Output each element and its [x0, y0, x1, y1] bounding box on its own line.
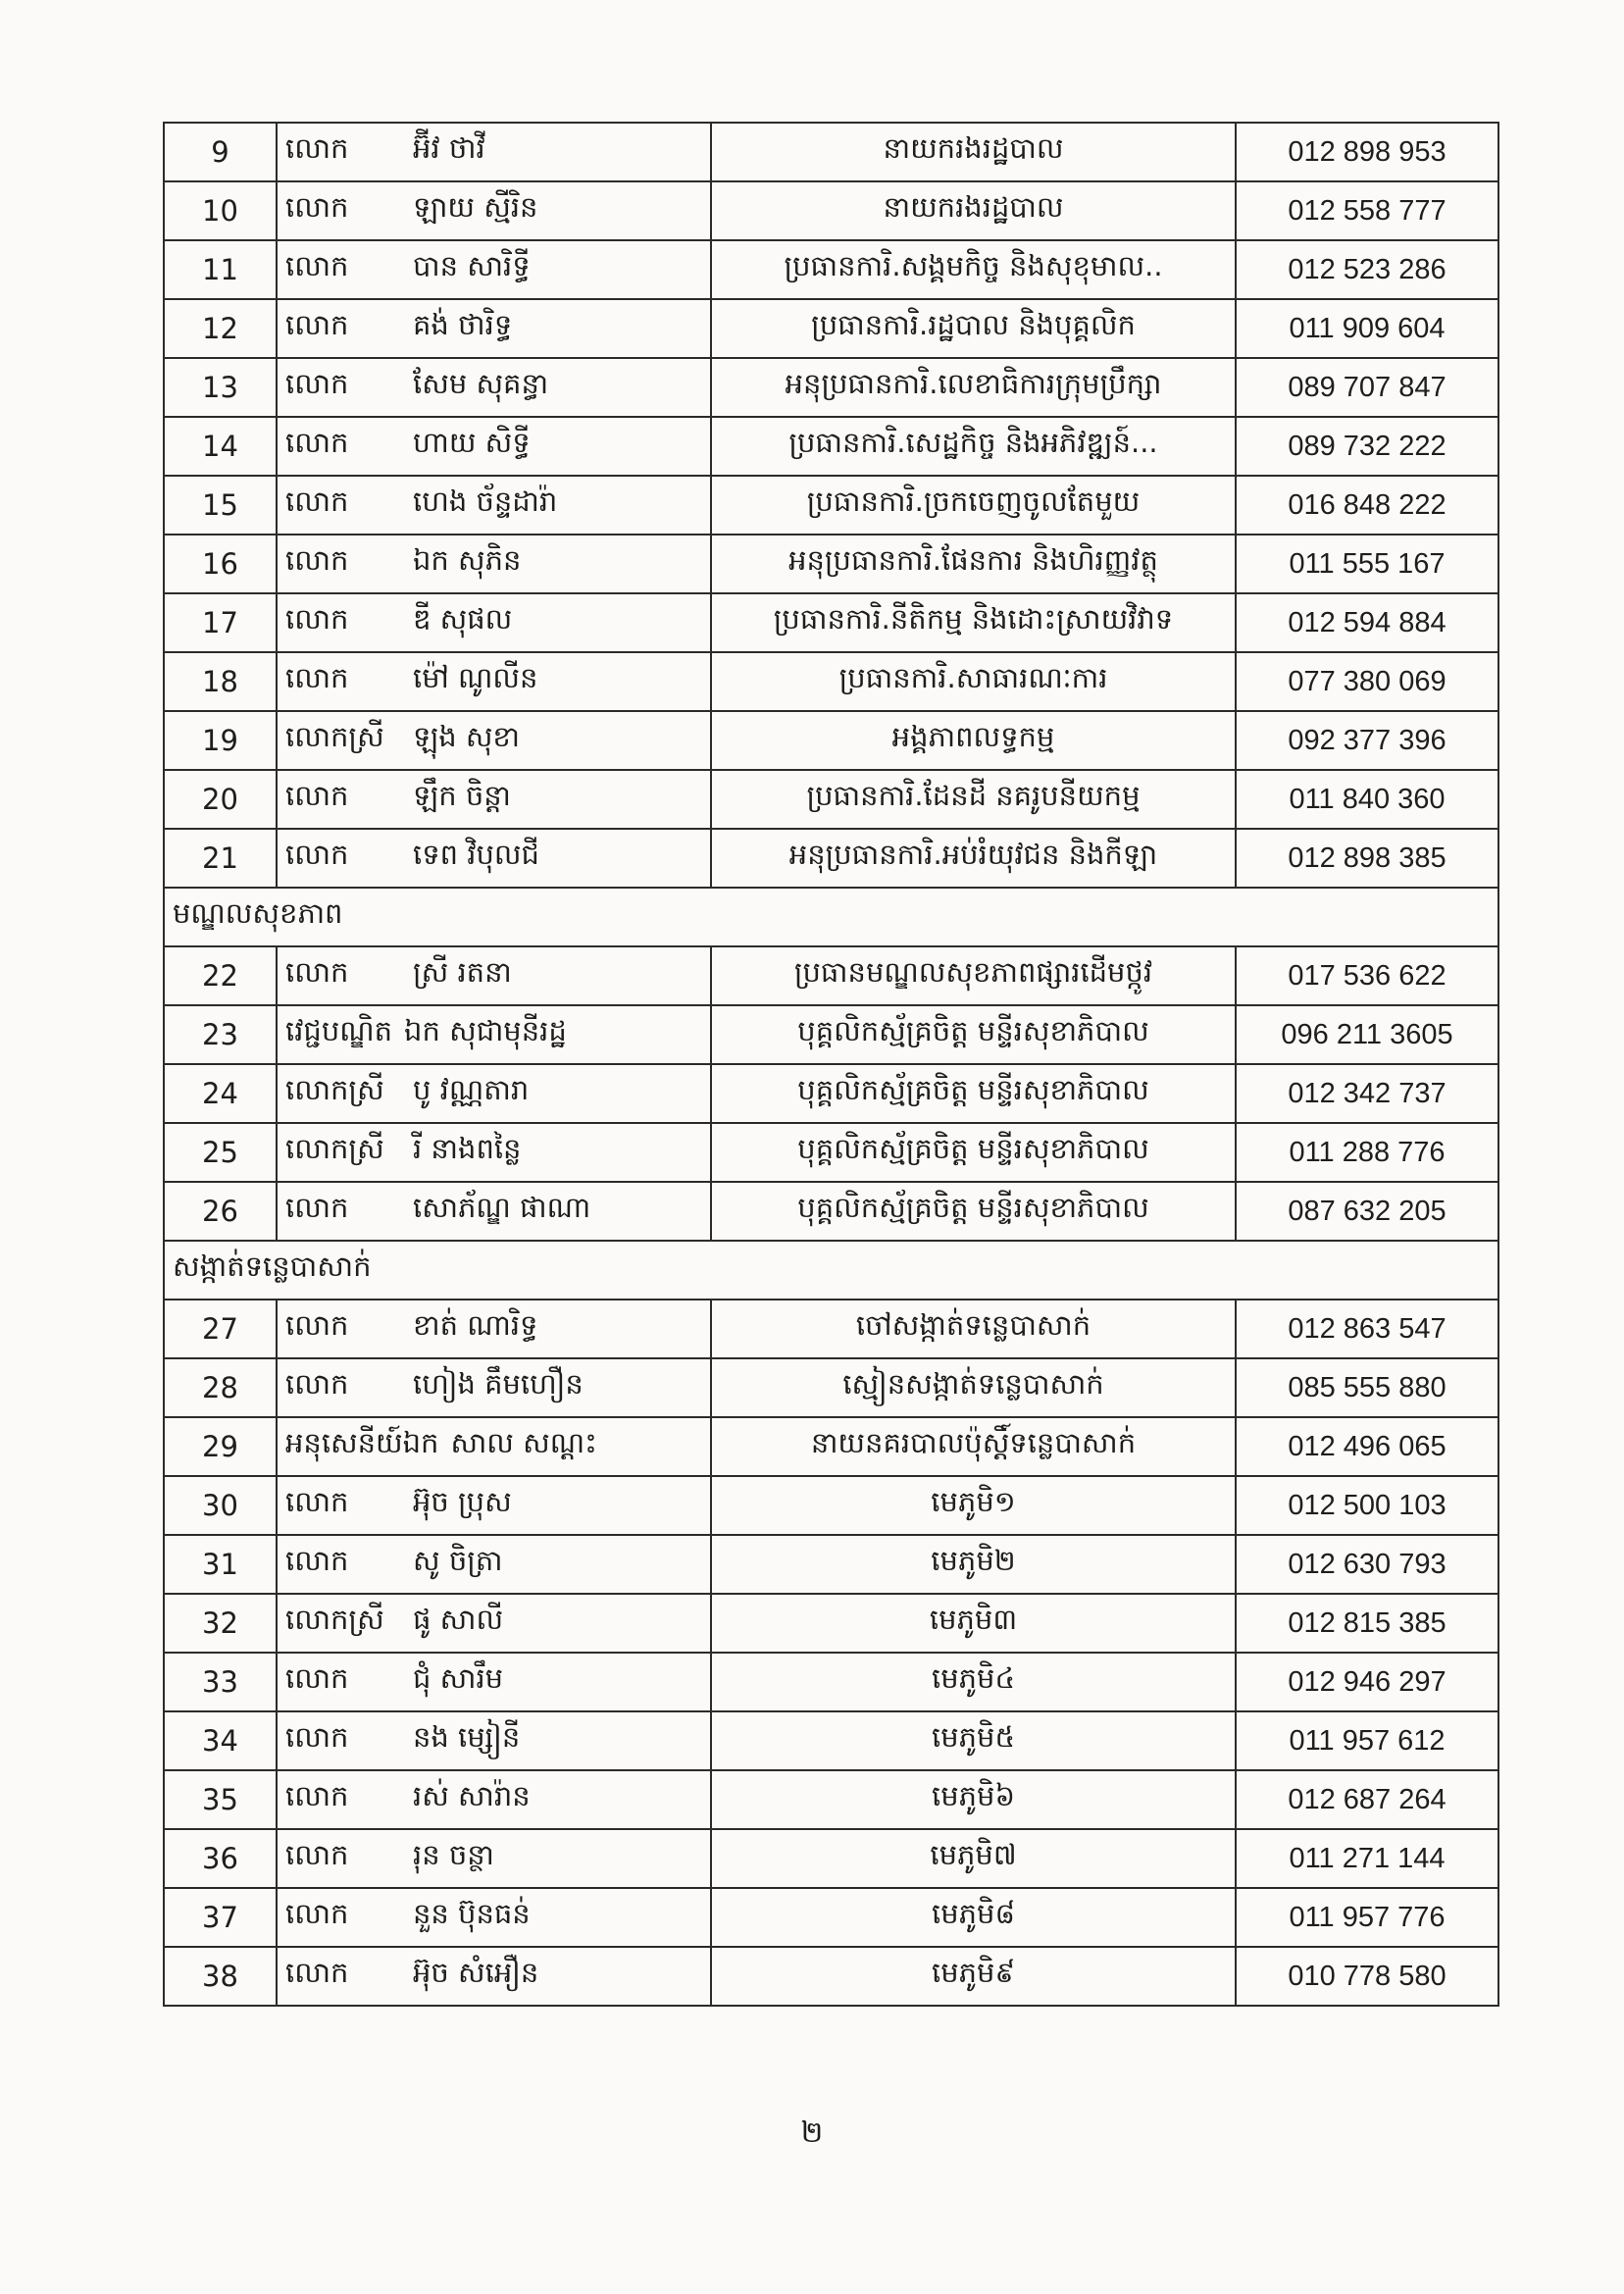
person-name: រី នាងពន្លៃ — [413, 1132, 522, 1165]
phone-cell: 011 840 360 — [1236, 770, 1498, 829]
name-cell — [277, 181, 711, 240]
phone-cell: 012 558 777 — [1236, 181, 1498, 240]
honorific-title: លោក — [285, 1956, 349, 1989]
honorific-title: លោក — [285, 543, 349, 577]
table-row — [164, 1594, 1498, 1653]
honorific-title: លោក — [285, 955, 349, 989]
phone-cell: 085 555 880 — [1236, 1358, 1498, 1417]
position-cell: មេភូមិ៥ — [711, 1711, 1236, 1770]
honorific-title: លោក — [285, 1897, 349, 1930]
person-name: ឡឹក ចិន្តា — [413, 779, 511, 812]
honorific-title: លោក — [285, 426, 349, 459]
phone-cell: 012 946 297 — [1236, 1653, 1498, 1711]
name-cell — [277, 1182, 711, 1241]
row-number-cell: 21 — [164, 829, 277, 888]
name-cell — [277, 1358, 711, 1417]
table-row — [164, 181, 1498, 240]
name-cell — [277, 1594, 711, 1653]
person-name: អ៊ុច ប្រុស — [413, 1485, 512, 1518]
table-row — [164, 1358, 1498, 1417]
phone-cell: 012 342 737 — [1236, 1064, 1498, 1123]
position-cell: បុគ្គលិកស្ម័គ្រចិត្ត មន្ទីរសុខាភិបាល — [711, 1005, 1236, 1064]
row-number-cell: 25 — [164, 1123, 277, 1182]
name-cell — [277, 123, 711, 181]
person-name: អ៊ុច សំអឿន — [413, 1956, 539, 1989]
honorific-title: លោកស្រី — [285, 1603, 384, 1636]
page-number: ២ — [800, 2116, 824, 2150]
phone-cell: 017 536 622 — [1236, 946, 1498, 1005]
row-number-cell: 17 — [164, 593, 277, 652]
person-name: រុន ចន្ថា — [413, 1838, 494, 1871]
row-number-cell: 14 — [164, 417, 277, 476]
table-row — [164, 593, 1498, 652]
person-name: ហាយ សិទ្ធី — [413, 426, 531, 459]
position-cell: នាយនគរបាលប៉ុស្តិ៍ទន្លេបាសាក់ — [711, 1417, 1236, 1476]
phone-cell: 012 500 103 — [1236, 1476, 1498, 1535]
name-cell — [277, 1064, 711, 1123]
name-cell — [277, 711, 711, 770]
honorific-title: លោក — [285, 1485, 349, 1518]
position-cell: នាយករងរដ្ឋបាល — [711, 181, 1236, 240]
position-cell: មេភូមិ៣ — [711, 1594, 1236, 1653]
row-number-cell: 18 — [164, 652, 277, 711]
person-name: ហៀង គឹមហឿន — [413, 1367, 584, 1401]
honorific-title: វេជ្ជបណ្ឌិត — [285, 1014, 393, 1047]
position-cell: អនុប្រធានការិ.លេខាធិការក្រុមប្រឹក្សា — [711, 358, 1236, 417]
position-cell: ប្រធានការិ.សេដ្ឋកិច្ច និងអភិវឌ្ឍន៍... — [711, 417, 1236, 476]
section-header: សង្កាត់ទន្លេបាសាក់ — [164, 1241, 1498, 1300]
name-cell — [277, 299, 711, 358]
name-cell — [277, 1417, 711, 1476]
honorific-title: លោក — [285, 1367, 349, 1401]
phone-cell: 012 523 286 — [1236, 240, 1498, 299]
table-row — [164, 770, 1498, 829]
person-name: ផូ សាលី — [413, 1603, 504, 1636]
phone-cell: 096 211 3605 — [1236, 1005, 1498, 1064]
honorific-title: លោកស្រី — [285, 1073, 384, 1106]
position-cell: ប្រធានការិ.រដ្ឋបាល និងបុគ្គលិក — [711, 299, 1236, 358]
phone-cell: 012 863 547 — [1236, 1300, 1498, 1358]
row-number-cell: 16 — [164, 535, 277, 593]
name-cell — [277, 652, 711, 711]
row-number-cell: 11 — [164, 240, 277, 299]
phone-cell: 087 632 205 — [1236, 1182, 1498, 1241]
position-cell: ប្រធានការិ.នីតិកម្ម និងដោះស្រាយវិវាទ — [711, 593, 1236, 652]
position-cell: អនុប្រធានការិ.ផែនការ និងហិរញ្ញវត្ថុ — [711, 535, 1236, 593]
phone-cell: 011 271 144 — [1236, 1829, 1498, 1888]
honorific-title: លោកស្រី — [285, 1132, 384, 1165]
phone-cell: 011 555 167 — [1236, 535, 1498, 593]
position-cell: ប្រធានមណ្ឌលសុខភាពផ្សារដើមថ្កូវ — [711, 946, 1236, 1005]
honorific-title: លោក — [285, 131, 349, 165]
position-cell: មេភូមិ១ — [711, 1476, 1236, 1535]
table-row — [164, 1535, 1498, 1594]
name-cell — [277, 417, 711, 476]
person-name: សាល សណ្ដះ — [450, 1426, 597, 1459]
person-name: នួន ប៊ុនធន់ — [413, 1897, 531, 1930]
person-name: ឌី សុផល — [413, 602, 513, 636]
person-name: បាន សារិទ្ធី — [413, 249, 531, 282]
name-cell — [277, 535, 711, 593]
honorific-title: លោក — [285, 484, 349, 518]
row-number-cell: 32 — [164, 1594, 277, 1653]
row-number-cell: 19 — [164, 711, 277, 770]
table-row — [164, 711, 1498, 770]
table-row — [164, 358, 1498, 417]
honorific-title: លោក — [285, 602, 349, 636]
row-number-cell: 9 — [164, 123, 277, 181]
position-cell: មេភូមិ៧ — [711, 1829, 1236, 1888]
position-cell: ប្រធានការិ.សង្គមកិច្ច និងសុខុមាល.. — [711, 240, 1236, 299]
honorific-title: លោក — [285, 1308, 349, 1342]
table-row — [164, 1947, 1498, 2006]
table-row — [164, 1064, 1498, 1123]
honorific-title: អនុសេនីយ៍ឯក — [285, 1426, 439, 1459]
table-row — [164, 299, 1498, 358]
table-row — [164, 476, 1498, 535]
name-cell — [277, 1476, 711, 1535]
person-name: ឯក សុភិន — [413, 543, 522, 577]
name-cell — [277, 1711, 711, 1770]
table-row — [164, 240, 1498, 299]
person-name: ខាត់ ណារិទ្ធ — [413, 1308, 538, 1342]
position-cell: មេភូមិ៨ — [711, 1888, 1236, 1947]
honorific-title: លោក — [285, 249, 349, 282]
row-number-cell: 29 — [164, 1417, 277, 1476]
name-cell — [277, 476, 711, 535]
row-number-cell: 37 — [164, 1888, 277, 1947]
table-row — [164, 123, 1498, 181]
table-row — [164, 1300, 1498, 1358]
position-cell: បុគ្គលិកស្ម័គ្រចិត្ត មន្ទីរសុខាភិបាល — [711, 1123, 1236, 1182]
person-name: ឡុង សុខា — [413, 720, 521, 753]
name-cell — [277, 1829, 711, 1888]
name-cell — [277, 1535, 711, 1594]
table-row — [164, 1653, 1498, 1711]
table-row — [164, 1123, 1498, 1182]
table-row — [164, 829, 1498, 888]
person-name: អ៊ីវ ថាវី — [413, 131, 485, 165]
position-cell: អង្គភាពលទ្ធកម្ម — [711, 711, 1236, 770]
row-number-cell: 33 — [164, 1653, 277, 1711]
row-number-cell: 12 — [164, 299, 277, 358]
name-cell — [277, 946, 711, 1005]
person-name: ជុំ សារឹម — [413, 1661, 504, 1695]
position-cell: បុគ្គលិកស្ម័គ្រចិត្ត មន្ទីរសុខាភិបាល — [711, 1182, 1236, 1241]
person-name: គង់ ថារិទ្ធ — [413, 308, 513, 341]
honorific-title: លោក — [285, 1544, 349, 1577]
phone-cell: 012 630 793 — [1236, 1535, 1498, 1594]
phone-cell: 012 898 953 — [1236, 123, 1498, 181]
row-number-cell: 38 — [164, 1947, 277, 2006]
table-row — [164, 1711, 1498, 1770]
position-cell: ប្រធានការិ.ច្រកចេញចូលតែមួយ — [711, 476, 1236, 535]
phone-cell: 089 732 222 — [1236, 417, 1498, 476]
phone-cell: 012 687 264 — [1236, 1770, 1498, 1829]
section-header: មណ្ឌលសុខភាព — [164, 888, 1498, 946]
row-number-cell: 13 — [164, 358, 277, 417]
name-cell — [277, 1770, 711, 1829]
honorific-title: លោក — [285, 838, 349, 871]
table-row — [164, 1476, 1498, 1535]
person-name: ស្រី រតនា — [413, 955, 512, 989]
row-number-cell: 35 — [164, 1770, 277, 1829]
row-number-cell: 23 — [164, 1005, 277, 1064]
table-row — [164, 535, 1498, 593]
table-row — [164, 1829, 1498, 1888]
position-cell: មេភូមិ២ — [711, 1535, 1236, 1594]
phone-cell: 011 957 612 — [1236, 1711, 1498, 1770]
table-row — [164, 1417, 1498, 1476]
phone-cell: 012 496 065 — [1236, 1417, 1498, 1476]
name-cell — [277, 240, 711, 299]
row-number-cell: 10 — [164, 181, 277, 240]
position-cell: នាយករងរដ្ឋបាល — [711, 123, 1236, 181]
name-cell — [277, 1888, 711, 1947]
phone-cell: 011 957 776 — [1236, 1888, 1498, 1947]
name-cell — [277, 770, 711, 829]
position-cell: បុគ្គលិកស្ម័គ្រចិត្ត មន្ទីរសុខាភិបាល — [711, 1064, 1236, 1123]
contact-table — [163, 122, 1499, 2007]
row-number-cell: 20 — [164, 770, 277, 829]
row-number-cell: 34 — [164, 1711, 277, 1770]
honorific-title: លោក — [285, 779, 349, 812]
person-name: សោភ័ណ្ឌ ផាណា — [413, 1191, 591, 1224]
position-cell: មេភូមិ៦ — [711, 1770, 1236, 1829]
name-cell — [277, 1123, 711, 1182]
table-row — [164, 1770, 1498, 1829]
honorific-title: លោក — [285, 1720, 349, 1754]
section-header-row — [164, 888, 1498, 946]
honorific-title: លោក — [285, 1661, 349, 1695]
name-cell — [277, 358, 711, 417]
row-number-cell: 28 — [164, 1358, 277, 1417]
name-cell — [277, 1005, 711, 1064]
position-cell: អនុប្រធានការិ.អប់រំយុវជន និងកីឡា — [711, 829, 1236, 888]
honorific-title: លោក — [285, 1191, 349, 1224]
honorific-title: លោក — [285, 1838, 349, 1871]
position-cell: មេភូមិ៩ — [711, 1947, 1236, 2006]
row-number-cell: 36 — [164, 1829, 277, 1888]
table-row — [164, 1182, 1498, 1241]
person-name: នង ម្សៀនី — [413, 1720, 521, 1754]
table-row — [164, 652, 1498, 711]
honorific-title: លោក — [285, 367, 349, 400]
position-cell: ស្មៀនសង្កាត់ទន្លេបាសាក់ — [711, 1358, 1236, 1417]
row-number-cell: 27 — [164, 1300, 277, 1358]
position-cell: ប្រធានការិ.សាធារណៈការ — [711, 652, 1236, 711]
person-name: ឡាយ ស្មីរិន — [413, 190, 538, 224]
phone-cell: 077 380 069 — [1236, 652, 1498, 711]
row-number-cell: 26 — [164, 1182, 277, 1241]
person-name: សែម សុគន្ធា — [413, 367, 549, 400]
table-row — [164, 417, 1498, 476]
name-cell — [277, 1300, 711, 1358]
contact-table-body — [164, 123, 1498, 2006]
phone-cell: 089 707 847 — [1236, 358, 1498, 417]
table-row — [164, 1005, 1498, 1064]
person-name: សូ ចិត្រា — [413, 1544, 503, 1577]
row-number-cell: 22 — [164, 946, 277, 1005]
section-header-row — [164, 1241, 1498, 1300]
honorific-title: លោកស្រី — [285, 720, 384, 753]
position-cell: ប្រធានការិ.ដែនដី នគរូបនីយកម្ម — [711, 770, 1236, 829]
name-cell — [277, 1653, 711, 1711]
person-name: ហេង ច័ន្ទដារ៉ា — [413, 484, 558, 518]
honorific-title: លោក — [285, 308, 349, 341]
phone-cell: 012 898 385 — [1236, 829, 1498, 888]
row-number-cell: 30 — [164, 1476, 277, 1535]
name-cell — [277, 829, 711, 888]
name-cell — [277, 593, 711, 652]
person-name: បូ វណ្ណតារា — [413, 1073, 530, 1106]
phone-cell: 092 377 396 — [1236, 711, 1498, 770]
table-row — [164, 946, 1498, 1005]
row-number-cell: 24 — [164, 1064, 277, 1123]
person-name: ទេព វិបុលជី — [413, 838, 539, 871]
honorific-title: លោក — [285, 1779, 349, 1812]
phone-cell: 012 594 884 — [1236, 593, 1498, 652]
phone-cell: 016 848 222 — [1236, 476, 1498, 535]
row-number-cell: 31 — [164, 1535, 277, 1594]
phone-cell: 011 909 604 — [1236, 299, 1498, 358]
honorific-title: លោក — [285, 190, 349, 224]
position-cell: ចៅសង្កាត់ទន្លេបាសាក់ — [711, 1300, 1236, 1358]
honorific-title: លោក — [285, 661, 349, 694]
name-cell — [277, 1947, 711, 2006]
table-row — [164, 1888, 1498, 1947]
person-name: ឯក សុជាមុនីរដ្ឋ — [404, 1014, 567, 1047]
person-name: រស់ សារ៉ាន — [413, 1779, 531, 1812]
phone-cell: 011 288 776 — [1236, 1123, 1498, 1182]
row-number-cell: 15 — [164, 476, 277, 535]
position-cell: មេភូមិ៤ — [711, 1653, 1236, 1711]
phone-cell: 012 815 385 — [1236, 1594, 1498, 1653]
person-name: ម៉ៅ ណូលីន — [413, 661, 538, 694]
phone-cell: 010 778 580 — [1236, 1947, 1498, 2006]
